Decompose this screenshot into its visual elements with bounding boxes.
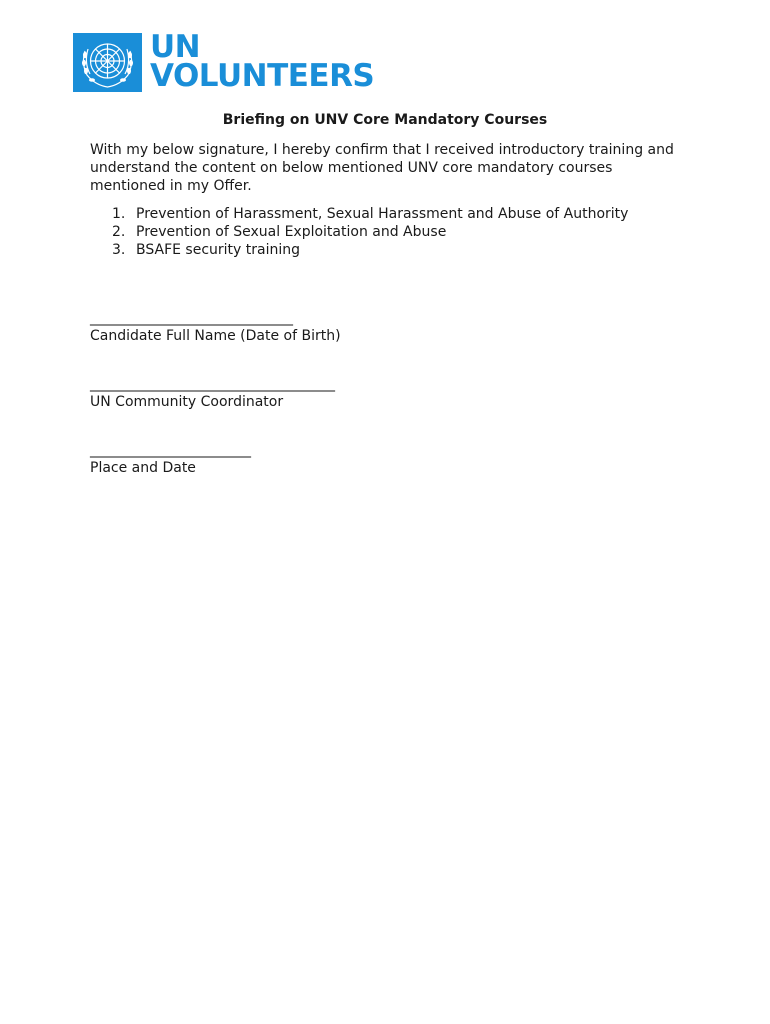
signature-label: Place and Date: [90, 460, 196, 476]
course-number: 2.: [112, 224, 126, 240]
unv-logo: [73, 29, 375, 94]
un-emblem-icon: [73, 33, 142, 92]
document-title: Briefing on UNV Core Mandatory Courses: [222, 112, 548, 128]
signature-block-coordinator: [90, 375, 335, 411]
signature-line: _______________________: [90, 442, 251, 458]
course-text: BSAFE security training: [136, 242, 301, 258]
course-number: 3.: [112, 242, 126, 258]
intro-line: With my below signature, I hereby confirm that I received introductory training and: [90, 142, 674, 158]
course-item: [112, 241, 628, 259]
course-item: [112, 223, 628, 241]
course-item: [112, 205, 628, 223]
signature-block-candidate: [90, 309, 341, 345]
intro-line: mentioned in my Offer.: [90, 178, 252, 194]
logo-line-volunteers: VOLUNTEERS: [150, 58, 375, 94]
course-text: Prevention of Sexual Exploitation and Abuse: [136, 224, 447, 240]
course-list: [112, 205, 628, 259]
logo-wordmark: [150, 29, 375, 94]
signature-label: UN Community Coordinator: [90, 394, 284, 410]
signature-line: _____________________________: [90, 310, 293, 326]
signature-label: Candidate Full Name (Date of Birth): [90, 328, 341, 344]
course-number: 1.: [112, 206, 126, 222]
logo-line-un: UN: [150, 29, 201, 65]
intro-paragraph: [90, 141, 690, 195]
course-text: Prevention of Harassment, Sexual Harassment and Abuse of Authority: [136, 206, 629, 222]
intro-line: understand the content on below mentioned UNV core mandatory courses: [90, 160, 613, 176]
signature-block-place-date: [90, 441, 251, 477]
signature-line: ___________________________________: [90, 376, 335, 392]
